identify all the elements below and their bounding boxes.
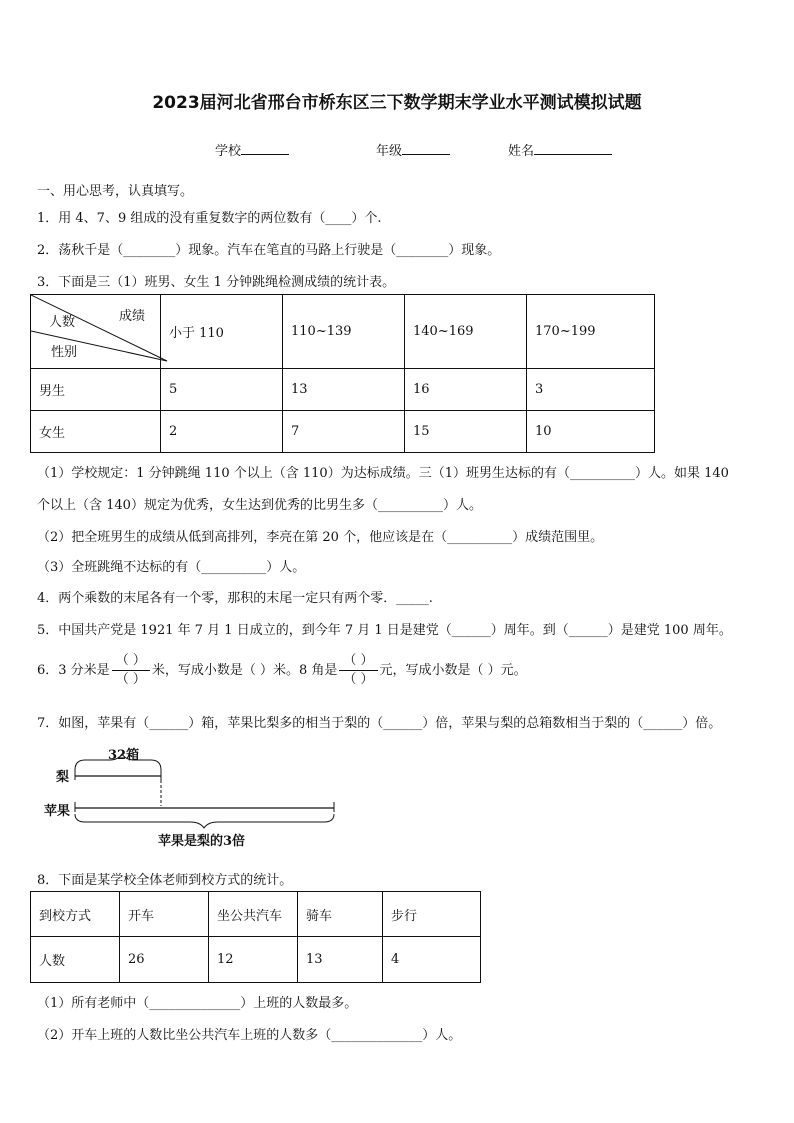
table-row [31, 411, 655, 453]
question-6 [37, 652, 527, 689]
question-2: 2．荡秋千是（________）现象。汽车在笔直的马路上行驶是（________）现象。 [37, 243, 501, 258]
corner-people-label: 人数 [49, 315, 76, 330]
question-5: 5．中国共产党是 1921 年 7 月 1 日成立的，到今年 7 月 1 日是建党（______）周年。到（______）是建党 100 周年。 [37, 623, 732, 638]
table-row [31, 369, 655, 411]
fraction-numerator: （ ） [339, 652, 377, 671]
name-blank[interactable] [534, 142, 612, 155]
grade-blank[interactable] [402, 142, 450, 155]
question-7: 7．如图，苹果有（______）箱，苹果比梨多的相当于梨的（______）倍，苹果与梨的总箱数相当于梨的（______）倍。 [37, 716, 722, 731]
question-8: 8．下面是某学校全体老师到校方式的统计。 [37, 873, 293, 888]
q6-mid-2: 元，写成小数是（ ）元。 [379, 663, 527, 678]
table-cell: 13 [283, 369, 405, 411]
q6-mid-1: 米，写成小数是（ ）米。8 角是 [151, 663, 338, 678]
table-cell: 12 [209, 937, 298, 983]
table-cell: 7 [283, 411, 405, 453]
question-3-part-2: （2）把全班男生的成绩从低到高排列，李亮在第 20 个，他应该是在（__________）成绩范围里。 [37, 530, 604, 545]
table-corner-cell [31, 295, 161, 369]
table-cell: 13 [298, 937, 383, 983]
table-cell: 5 [161, 369, 283, 411]
table-cell: 10 [527, 411, 655, 453]
question-3: 3．下面是三（1）班男、女生 1 分钟跳绳检测成绩的统计表。 [37, 275, 396, 290]
table-header-cell: 步行 [383, 892, 481, 937]
diagram-top-label: 32箱 [108, 748, 140, 763]
q6-prefix: 6．3 分米是 [37, 663, 110, 678]
table-row-label: 女生 [31, 411, 161, 453]
grade-label: 年级 [376, 144, 403, 159]
page-title: 2023届河北省邢台市桥东区三下数学期末学业水平测试模拟试题 [152, 93, 642, 113]
table-header-cell: 开车 [120, 892, 209, 937]
jump-rope-table [30, 294, 655, 453]
question-3-part-3: （3）全班跳绳不达标的有（__________）人。 [37, 560, 306, 575]
corner-gender-label: 性别 [51, 345, 78, 360]
table-header-cell: 170~199 [527, 295, 655, 369]
table-row-label: 人数 [31, 937, 120, 983]
school-label: 学校 [215, 144, 242, 159]
diagram-bottom-label: 苹果是梨的3倍 [158, 834, 246, 849]
apple-pear-diagram [40, 742, 350, 852]
table-header-cell: 到校方式 [31, 892, 120, 937]
table-header-row [31, 295, 655, 369]
table-cell: 26 [120, 937, 209, 983]
section-heading: 一、用心思考，认真填写。 [37, 184, 194, 199]
question-8-part-2: （2）开车上班的人数比坐公共汽车上班的人数多（______________）人。 [37, 1028, 462, 1043]
diagram-pear-label: 梨 [56, 770, 70, 785]
table-cell: 3 [527, 369, 655, 411]
table-cell: 16 [405, 369, 527, 411]
fraction-numerator: （ ） [112, 652, 150, 671]
table-cell: 4 [383, 937, 481, 983]
table-header-cell: 坐公共汽车 [209, 892, 298, 937]
table-row-label: 男生 [31, 369, 161, 411]
name-label: 姓名 [508, 144, 535, 159]
grade-field [376, 140, 450, 159]
question-1: 1．用 4、7、9 组成的没有重复数字的两位数有（____）个. [37, 211, 382, 226]
school-field [215, 140, 289, 159]
fraction-blank-1[interactable] [112, 652, 150, 689]
table-header-cell: 140~169 [405, 295, 527, 369]
table-header-cell: 骑车 [298, 892, 383, 937]
table-cell: 15 [405, 411, 527, 453]
table-row [31, 937, 481, 983]
table-header-row [31, 892, 481, 937]
question-4: 4．两个乘数的末尾各有一个零，那积的末尾一定只有两个零．_____. [37, 591, 433, 606]
corner-score-label: 成绩 [119, 309, 146, 324]
table-header-cell: 小于 110 [161, 295, 283, 369]
diagram-apple-label: 苹果 [44, 804, 71, 819]
fraction-denominator: （ ） [343, 672, 374, 687]
question-3-part-1-line-1: （1）学校规定：1 分钟跳绳 110 个以上（含 110）为达标成绩。三（1）班男生达标的有（__________）人。如果 140 [37, 466, 729, 481]
commute-table [30, 891, 481, 983]
name-field [508, 140, 612, 159]
fraction-blank-2[interactable] [339, 652, 377, 689]
question-8-part-1: （1）所有老师中（______________）上班的人数最多。 [37, 996, 358, 1011]
fraction-denominator: （ ） [115, 672, 146, 687]
question-3-part-1-line-2: 个以上（含 140）规定为优秀，女生达到优秀的比男生多（__________）人。 [37, 498, 482, 513]
table-cell: 2 [161, 411, 283, 453]
table-header-cell: 110~139 [283, 295, 405, 369]
school-blank[interactable] [241, 142, 289, 155]
